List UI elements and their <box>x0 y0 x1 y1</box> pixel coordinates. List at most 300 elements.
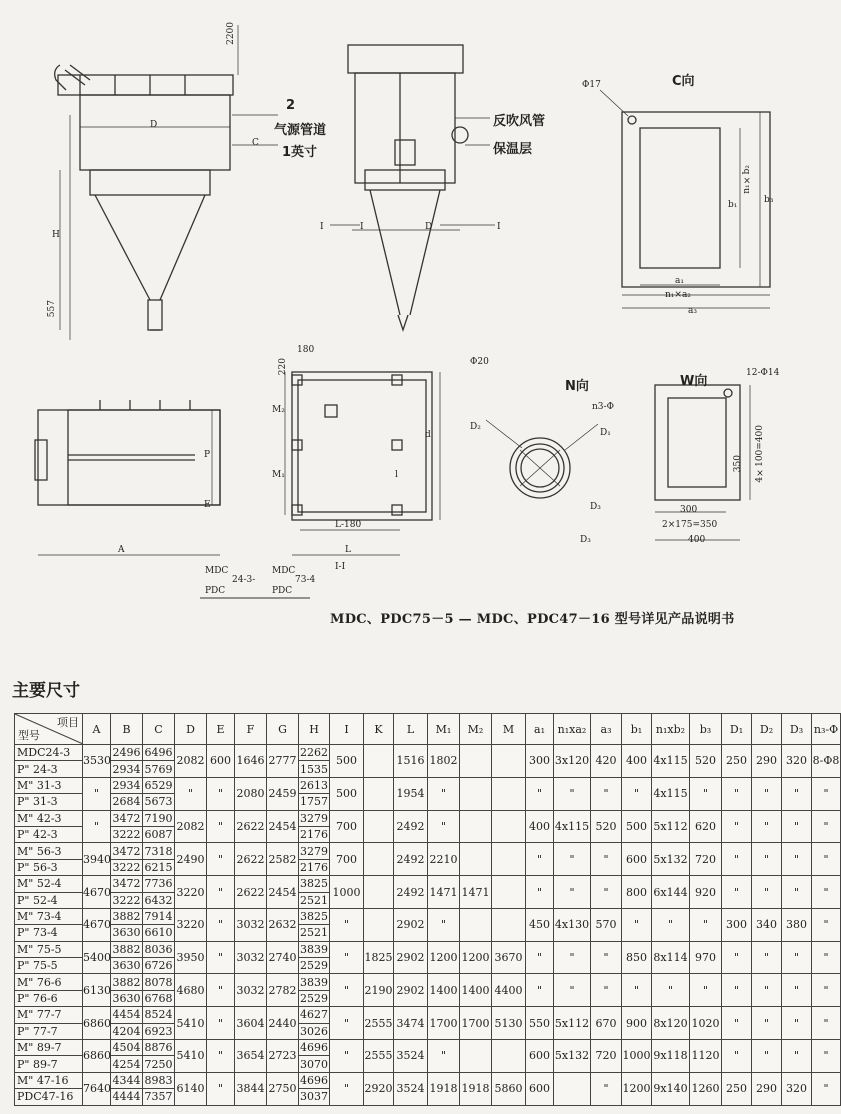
column-header: D <box>175 714 207 745</box>
value-cell: 5x132 <box>554 1040 591 1073</box>
model-cell: M" 31-3 <box>15 777 83 793</box>
section-title-main-dimensions: 主要尺寸 <box>12 681 80 701</box>
c-view-n1a2: n₁×a₂ <box>665 290 691 300</box>
value-cell: " <box>330 1072 364 1105</box>
value-cell: " <box>428 810 460 843</box>
n-view-n3: n3-Φ <box>592 402 614 412</box>
value-cell: " <box>652 974 690 1007</box>
value-cell: " <box>752 876 782 909</box>
w-view-title: W向 <box>680 374 708 389</box>
value-cell: 720 <box>591 1040 622 1073</box>
value-cell: 3530 <box>83 745 111 778</box>
model-cell: PDC47-16 <box>15 1089 83 1105</box>
value-cell: " <box>690 908 722 941</box>
value-cell: " <box>622 974 652 1007</box>
value-cell: 1000 <box>622 1040 652 1073</box>
value-cell: 420 <box>591 745 622 778</box>
value-cell: 2080 <box>235 777 267 810</box>
value-cell: 2902 <box>394 941 428 974</box>
table-row <box>15 908 841 924</box>
value-cell <box>364 876 394 909</box>
value-cell: 2490 <box>175 843 207 876</box>
value-cell: 2902 <box>394 908 428 941</box>
value-cell: " <box>782 876 812 909</box>
n-view-d3b: D₃ <box>580 535 591 545</box>
column-header: G <box>267 714 299 745</box>
value-cell <box>460 810 492 843</box>
value-cell: " <box>207 908 235 941</box>
c-view-b3: b₃ <box>764 195 774 205</box>
value-cell: " <box>591 843 622 876</box>
n-view-d2: D₂ <box>470 422 481 432</box>
value-cell: 3940 <box>83 843 111 876</box>
value-cell: " <box>591 941 622 974</box>
value-cell: 5410 <box>175 1040 207 1073</box>
value-cell: 3882 <box>112 975 141 989</box>
value-cell: 1200 <box>622 1072 652 1105</box>
value-cell: " <box>652 908 690 941</box>
value-cell: 3844 <box>235 1072 267 1105</box>
table-row <box>15 876 841 892</box>
value-cell: 1646 <box>235 745 267 778</box>
value-cell: 1954 <box>394 777 428 810</box>
value-cell: 5x112 <box>652 810 690 843</box>
value-cell: " <box>812 941 841 974</box>
label-c: C <box>252 138 259 148</box>
column-header: n₃-Φ <box>812 714 841 745</box>
column-header: a₃ <box>591 714 622 745</box>
value-cell: 6496 <box>144 746 173 760</box>
column-header: B <box>111 714 143 745</box>
value-cell: 5673 <box>144 795 173 809</box>
value-cell: " <box>812 908 841 941</box>
dim-220: 220 <box>278 358 288 376</box>
value-cell: 7640 <box>83 1072 111 1105</box>
value-cell: " <box>330 941 364 974</box>
side-elevation <box>330 45 495 330</box>
value-cell: 7357 <box>144 1090 173 1104</box>
column-header: M₁ <box>428 714 460 745</box>
column-header: F <box>235 714 267 745</box>
value-cell: 2440 <box>267 1007 299 1040</box>
value-cell: " <box>722 974 752 1007</box>
column-header: H <box>299 714 330 745</box>
value-cell: " <box>782 810 812 843</box>
value-cell: " <box>207 941 235 974</box>
corner-label-model: 型号 <box>18 729 40 742</box>
c-view-title: C向 <box>672 74 695 89</box>
column-header: D₃ <box>782 714 812 745</box>
value-cell: " <box>722 876 752 909</box>
table-row <box>15 974 841 990</box>
value-cell: 250 <box>722 1072 752 1105</box>
value-cell: 2210 <box>428 843 460 876</box>
value-cell: 3472 <box>112 811 141 825</box>
column-header: b₁ <box>622 714 652 745</box>
value-cell: 3882 <box>112 910 141 924</box>
table-row <box>15 1007 841 1023</box>
table-header-row <box>15 714 841 745</box>
value-cell: " <box>752 777 782 810</box>
table-corner-cell <box>15 714 83 745</box>
column-header: M <box>492 714 526 745</box>
value-cell: 3472 <box>112 877 141 891</box>
value-cell: " <box>722 810 752 843</box>
column-header: A <box>83 714 111 745</box>
value-cell: 3220 <box>175 876 207 909</box>
value-cell <box>460 1040 492 1073</box>
value-cell: 2529 <box>300 992 328 1006</box>
model-cell: M" 75-5 <box>15 941 83 957</box>
column-header: M₂ <box>460 714 492 745</box>
model-caption: MDC、PDC75－5 — MDC、PDC47－16 型号详见产品说明书 <box>330 612 735 627</box>
value-cell: " <box>330 1040 364 1073</box>
value-cell: 1516 <box>394 745 428 778</box>
value-cell: 2934 <box>112 762 141 776</box>
value-cell: 1260 <box>690 1072 722 1105</box>
value-cell <box>460 843 492 876</box>
dim-a: A <box>118 545 125 555</box>
value-cell: 970 <box>690 941 722 974</box>
model-cell: M" 76-6 <box>15 974 83 990</box>
value-cell: 2740 <box>267 941 299 974</box>
value-cell: 8876 <box>144 1041 173 1055</box>
value-cell: " <box>83 810 111 843</box>
value-cell: 700 <box>330 843 364 876</box>
value-cell <box>492 876 526 909</box>
value-cell: 2492 <box>394 876 428 909</box>
value-cell: 6087 <box>144 828 173 842</box>
value-cell: 7318 <box>144 844 173 858</box>
value-cell: " <box>782 1007 812 1040</box>
note-73-4: 73-4 <box>295 575 316 585</box>
value-cell: 3604 <box>235 1007 267 1040</box>
value-cell: " <box>812 843 841 876</box>
value-cell: 3825 <box>300 910 328 924</box>
value-cell: 1000 <box>330 876 364 909</box>
value-cell <box>364 843 394 876</box>
value-cell: 3474 <box>394 1007 428 1040</box>
value-cell: 2521 <box>300 893 328 907</box>
column-header: b₃ <box>690 714 722 745</box>
value-cell: " <box>207 974 235 1007</box>
value-cell: 2723 <box>267 1040 299 1073</box>
dim-d-side: D <box>425 222 433 232</box>
dim-180: 180 <box>297 345 315 355</box>
value-cell: 3037 <box>300 1090 328 1104</box>
dim-l-180: L-180 <box>335 520 362 530</box>
value-cell: 550 <box>526 1007 554 1040</box>
value-cell: 2684 <box>112 795 141 809</box>
value-cell: 1471 <box>460 876 492 909</box>
value-cell: 3279 <box>300 844 328 858</box>
callout-number: 2 <box>286 98 296 113</box>
value-cell: 920 <box>690 876 722 909</box>
value-cell: 2176 <box>300 860 328 874</box>
value-cell: 5410 <box>175 1007 207 1040</box>
model-cell: P" 52-4 <box>15 892 83 908</box>
value-cell: " <box>428 908 460 941</box>
value-cell: 5x112 <box>554 1007 591 1040</box>
value-cell: " <box>752 1040 782 1073</box>
value-cell: " <box>591 974 622 1007</box>
value-cell: 3220 <box>175 908 207 941</box>
note-mdc-2: MDC <box>272 566 296 576</box>
value-cell: " <box>83 777 111 810</box>
value-cell: 3524 <box>394 1040 428 1073</box>
value-cell: 380 <box>782 908 812 941</box>
value-cell: " <box>752 843 782 876</box>
value-cell <box>492 810 526 843</box>
value-cell: 1918 <box>460 1072 492 1105</box>
value-cell: 850 <box>622 941 652 974</box>
section-mark-i-mid: I <box>360 222 364 232</box>
value-cell: 1700 <box>428 1007 460 1040</box>
value-cell: " <box>591 1072 622 1105</box>
value-cell: " <box>554 876 591 909</box>
value-cell: 3222 <box>112 828 141 842</box>
value-cell: 6768 <box>144 992 173 1006</box>
value-cell: 1757 <box>300 795 328 809</box>
section-mark-i-right: I <box>497 222 501 232</box>
value-cell: " <box>428 777 460 810</box>
callout-blowback: 反吹风管 <box>493 114 546 129</box>
value-cell: 2176 <box>300 828 328 842</box>
column-header: I <box>330 714 364 745</box>
dim-l-small: l <box>395 470 398 480</box>
value-cell: 400 <box>526 810 554 843</box>
value-cell: 3882 <box>112 942 141 956</box>
value-cell: 5x132 <box>652 843 690 876</box>
value-cell: " <box>752 941 782 974</box>
dim-h: H <box>52 230 60 240</box>
value-cell: 320 <box>782 745 812 778</box>
value-cell: 500 <box>330 745 364 778</box>
value-cell: " <box>812 1040 841 1073</box>
dimensions-table <box>14 713 841 1106</box>
dim-557: 557 <box>47 300 57 318</box>
value-cell: 9x118 <box>652 1040 690 1073</box>
plan-view <box>35 400 220 555</box>
value-cell: " <box>782 941 812 974</box>
value-cell: 5769 <box>144 762 173 776</box>
value-cell: 620 <box>690 810 722 843</box>
value-cell: 2521 <box>300 926 328 940</box>
c-view-b1: b₁ <box>728 200 738 210</box>
column-header: D₂ <box>752 714 782 745</box>
value-cell: 1825 <box>364 941 394 974</box>
value-cell: " <box>207 843 235 876</box>
value-cell: " <box>207 876 235 909</box>
note-24-3: 24-3- <box>232 575 256 585</box>
value-cell: " <box>554 941 591 974</box>
value-cell: 3630 <box>112 992 141 1006</box>
value-cell: 4696 <box>300 1041 328 1055</box>
value-cell: 450 <box>526 908 554 941</box>
value-cell: " <box>175 777 207 810</box>
value-cell: 2582 <box>267 843 299 876</box>
value-cell: 6432 <box>144 893 173 907</box>
value-cell: " <box>554 777 591 810</box>
w-view-400: 400 <box>688 535 706 545</box>
value-cell: 670 <box>591 1007 622 1040</box>
column-header: C <box>143 714 175 745</box>
value-cell: 6x144 <box>652 876 690 909</box>
value-cell: 2622 <box>235 810 267 843</box>
value-cell: 2454 <box>267 876 299 909</box>
value-cell: 1200 <box>460 941 492 974</box>
value-cell: " <box>428 1040 460 1073</box>
value-cell: 600 <box>622 843 652 876</box>
value-cell: " <box>591 777 622 810</box>
model-cell: P" 89-7 <box>15 1056 83 1072</box>
c-view <box>600 90 770 308</box>
dim-2200: 2200 <box>226 22 236 45</box>
n-view-title: N向 <box>565 379 589 394</box>
value-cell: 300 <box>526 745 554 778</box>
value-cell: 6140 <box>175 1072 207 1105</box>
note-mdc-1: MDC <box>205 566 229 576</box>
value-cell: 2496 <box>112 746 141 760</box>
value-cell: 4x115 <box>652 777 690 810</box>
note-pdc-2: PDC <box>272 586 293 596</box>
section-mark-i-left: I <box>320 222 324 232</box>
value-cell: " <box>722 1040 752 1073</box>
value-cell: 3654 <box>235 1040 267 1073</box>
value-cell: 3839 <box>300 942 328 956</box>
model-cell: M" 42-3 <box>15 810 83 826</box>
value-cell: 520 <box>591 810 622 843</box>
table-row <box>15 941 841 957</box>
dim-m1: M₁ <box>272 470 285 480</box>
value-cell <box>492 843 526 876</box>
value-cell: 1400 <box>460 974 492 1007</box>
value-cell: 4x130 <box>554 908 591 941</box>
value-cell: 2632 <box>267 908 299 941</box>
value-cell <box>492 777 526 810</box>
value-cell: 320 <box>782 1072 812 1105</box>
value-cell: 700 <box>330 810 364 843</box>
value-cell: 2934 <box>112 778 141 792</box>
column-header: L <box>394 714 428 745</box>
value-cell: 570 <box>591 908 622 941</box>
value-cell: " <box>752 810 782 843</box>
model-cell: M" 47-16 <box>15 1072 83 1088</box>
value-cell: " <box>690 974 722 1007</box>
n-view <box>486 420 598 498</box>
value-cell: 2622 <box>235 876 267 909</box>
value-cell: " <box>207 777 235 810</box>
value-cell: 7736 <box>144 877 173 891</box>
dim-l: L <box>345 545 351 555</box>
value-cell: " <box>526 843 554 876</box>
value-cell: " <box>330 908 364 941</box>
value-cell <box>460 745 492 778</box>
value-cell: 290 <box>752 745 782 778</box>
value-cell: 2902 <box>394 974 428 1007</box>
value-cell: 9x140 <box>652 1072 690 1105</box>
value-cell: 2782 <box>267 974 299 1007</box>
value-cell: 4204 <box>112 1024 141 1038</box>
value-cell: 500 <box>622 810 652 843</box>
value-cell: 2613 <box>300 778 328 792</box>
value-cell: 2529 <box>300 959 328 973</box>
value-cell: " <box>722 843 752 876</box>
value-cell: " <box>722 1007 752 1040</box>
value-cell: 3032 <box>235 908 267 941</box>
w-view-holes: 12-Φ14 <box>746 368 780 378</box>
value-cell: 6610 <box>144 926 173 940</box>
value-cell: 1200 <box>428 941 460 974</box>
corner-label-items: 项目 <box>57 716 79 729</box>
value-cell: 300 <box>722 908 752 941</box>
value-cell: 8983 <box>144 1074 173 1087</box>
model-cell: P" 75-5 <box>15 958 83 974</box>
value-cell: 2750 <box>267 1072 299 1105</box>
value-cell: 3825 <box>300 877 328 891</box>
value-cell: 2777 <box>267 745 299 778</box>
value-cell: 2459 <box>267 777 299 810</box>
value-cell <box>460 908 492 941</box>
value-cell: " <box>690 777 722 810</box>
value-cell: " <box>330 1007 364 1040</box>
value-cell: " <box>812 777 841 810</box>
value-cell: 3032 <box>235 941 267 974</box>
value-cell: " <box>591 876 622 909</box>
value-cell: 2262 <box>300 746 328 760</box>
value-cell: 6130 <box>83 974 111 1007</box>
value-cell <box>364 908 394 941</box>
column-header: K <box>364 714 394 745</box>
value-cell: " <box>782 843 812 876</box>
c-view-a1: a₁ <box>675 276 684 286</box>
value-cell: 4400 <box>492 974 526 1007</box>
column-header: D₁ <box>722 714 752 745</box>
value-cell: 1700 <box>460 1007 492 1040</box>
value-cell: " <box>526 941 554 974</box>
value-cell: 8036 <box>144 942 173 956</box>
value-cell: 520 <box>690 745 722 778</box>
value-cell: 900 <box>622 1007 652 1040</box>
value-cell: 4696 <box>300 1074 328 1087</box>
value-cell: " <box>330 974 364 1007</box>
value-cell: 4344 <box>112 1074 141 1087</box>
value-cell <box>364 745 394 778</box>
dim-d-section: d <box>425 430 431 440</box>
value-cell: 6860 <box>83 1040 111 1073</box>
value-cell <box>364 777 394 810</box>
value-cell: " <box>722 777 752 810</box>
value-cell: " <box>812 1072 841 1105</box>
section-title: I-I <box>335 562 346 572</box>
value-cell: 3x120 <box>554 745 591 778</box>
value-cell: " <box>812 876 841 909</box>
value-cell: 250 <box>722 745 752 778</box>
value-cell: 5130 <box>492 1007 526 1040</box>
value-cell: " <box>207 1072 235 1105</box>
value-cell: 1802 <box>428 745 460 778</box>
value-cell: 600 <box>207 745 235 778</box>
value-cell: 2920 <box>364 1072 394 1105</box>
value-cell: 1535 <box>300 762 328 776</box>
value-cell: " <box>722 941 752 974</box>
value-cell: 5860 <box>492 1072 526 1105</box>
value-cell: 3222 <box>112 860 141 874</box>
value-cell: 1400 <box>428 974 460 1007</box>
value-cell: 1120 <box>690 1040 722 1073</box>
value-cell: 4627 <box>300 1008 328 1022</box>
value-cell: " <box>812 1007 841 1040</box>
